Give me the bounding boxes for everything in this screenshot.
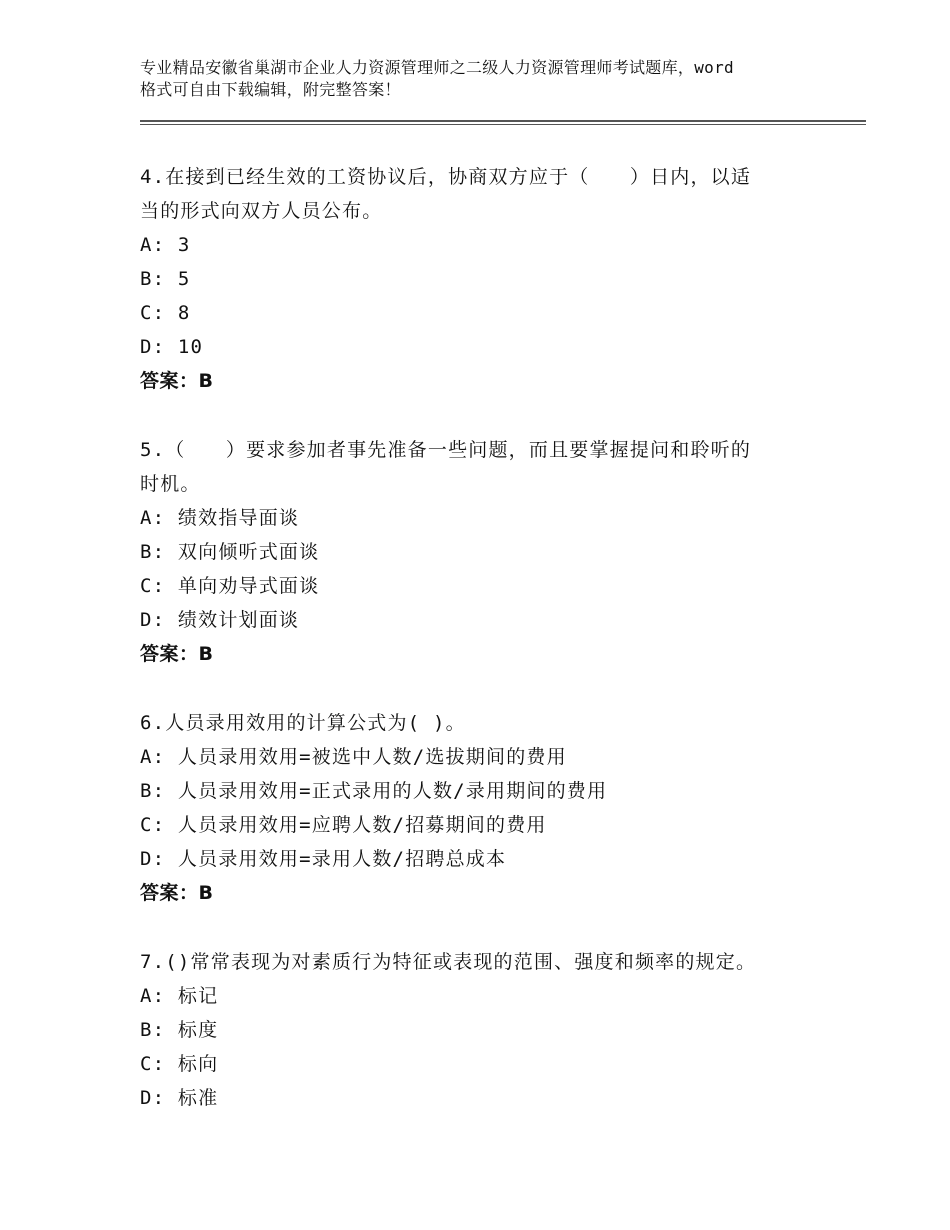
option-b: B: 人员录用效用=正式录用的人数/录用期间的费用 xyxy=(140,780,608,802)
answer-label: 答案：B xyxy=(140,643,214,665)
option-d: D: 人员录用效用=录用人数/招聘总成本 xyxy=(140,848,507,870)
option-d: D: 绩效计划面谈 xyxy=(140,609,300,631)
option-b: B: 5 xyxy=(140,268,191,290)
option-d: D: 10 xyxy=(140,336,204,358)
option-a: A: 绩效指导面谈 xyxy=(140,507,300,529)
question-5 xyxy=(140,433,830,671)
header-divider-thin xyxy=(140,124,866,125)
question-6 xyxy=(140,706,830,910)
option-c: C: 8 xyxy=(140,302,191,324)
question-7 xyxy=(140,945,830,1115)
option-c: C: 人员录用效用=应聘人数/招募期间的费用 xyxy=(140,814,547,836)
document-header xyxy=(140,57,840,101)
option-d: D: 标准 xyxy=(140,1087,219,1109)
answer-label: 答案：B xyxy=(140,882,214,904)
question-stem: 6.人员录用效用的计算公式为( )。 xyxy=(140,712,466,734)
option-a: A: 3 xyxy=(140,234,191,256)
option-c: C: 标向 xyxy=(140,1053,219,1075)
question-stem: 4.在接到已经生效的工资协议后，协商双方应于（ ）日内，以适 当的形式向双方人员公布。 xyxy=(140,166,752,222)
option-b: B: 双向倾听式面谈 xyxy=(140,541,320,563)
question-4 xyxy=(140,160,830,398)
option-b: B: 标度 xyxy=(140,1019,219,1041)
answer-label: 答案：B xyxy=(140,370,214,392)
header-line-2: 格式可自由下载编辑，附完整答案！ xyxy=(140,80,401,99)
question-stem: 7.()常常表现为对素质行为特征或表现的范围、强度和频率的规定。 xyxy=(140,951,757,973)
option-c: C: 单向劝导式面谈 xyxy=(140,575,320,597)
header-divider-thick xyxy=(140,120,866,122)
question-stem: 5.（ ）要求参加者事先准备一些问题，而且要掌握提问和聆听的 时机。 xyxy=(140,439,752,495)
option-a: A: 标记 xyxy=(140,985,219,1007)
option-a: A: 人员录用效用=被选中人数/选拔期间的费用 xyxy=(140,746,567,768)
header-line-1: 专业精品安徽省巢湖市企业人力资源管理师之二级人力资源管理师考试题库，word xyxy=(140,58,734,77)
